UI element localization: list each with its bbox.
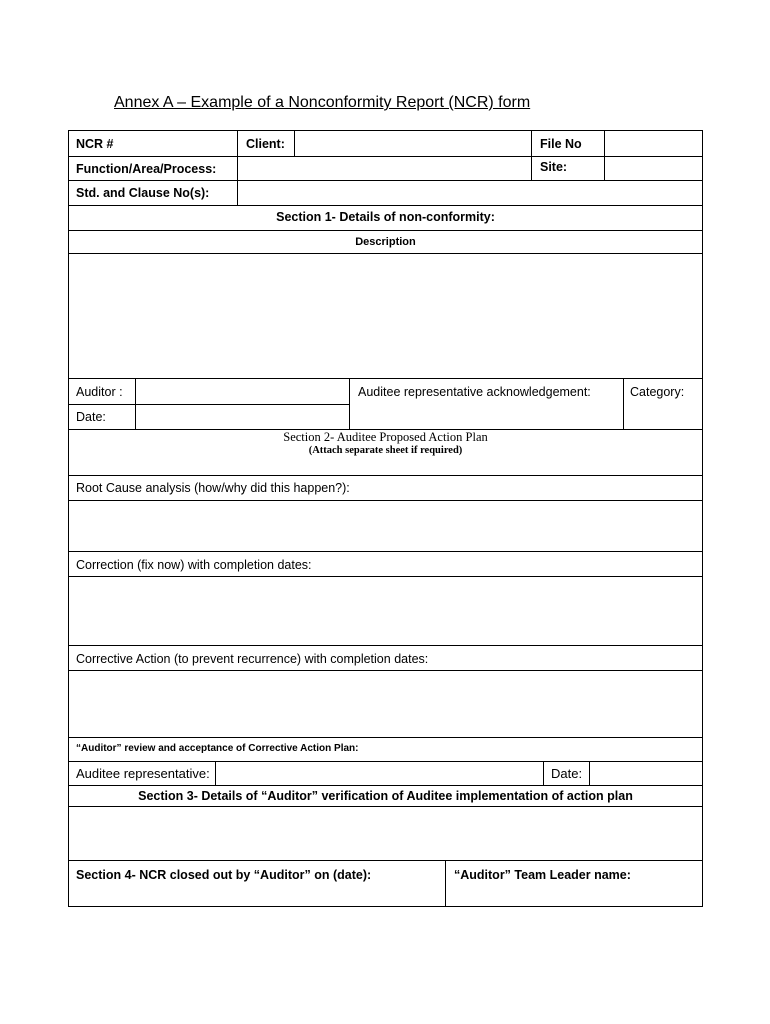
root-cause-field[interactable]	[69, 501, 702, 551]
ncr-closed-label: Section 4- NCR closed out by “Auditor” on (date):	[76, 868, 372, 882]
section2-subtitle: (Attach separate sheet if required)	[308, 445, 463, 456]
section2-title: Section 2- Auditee Proposed Action Plan	[283, 430, 488, 444]
acknowledgement-field[interactable]	[350, 400, 623, 429]
auditor-field[interactable]	[136, 379, 349, 404]
site-label: Site:	[540, 160, 568, 174]
category-field[interactable]	[624, 400, 702, 429]
section3-title: Section 3- Details of “Auditor” verification of Auditee implementation of action plan	[138, 789, 633, 803]
ncr-closed-date-field[interactable]	[69, 884, 445, 906]
function-area-process-label: Function/Area/Process:	[76, 162, 217, 176]
team-leader-field[interactable]	[446, 884, 702, 906]
auditee-date-field[interactable]	[590, 762, 702, 785]
category-label: Category:	[630, 385, 685, 399]
auditee-date-label: Date:	[551, 766, 583, 781]
file-no-label: File No	[540, 137, 582, 151]
function-area-process-field[interactable]	[238, 157, 531, 180]
auditor-label: Auditor :	[76, 385, 123, 399]
auditee-acknowledgement-label: Auditee representative acknowledgement:	[358, 385, 591, 399]
section1-title: Section 1- Details of non-conformity:	[276, 210, 495, 224]
auditor-review-label: “Auditor” review and acceptance of Corrective Action Plan:	[76, 743, 359, 754]
std-clause-field[interactable]	[238, 181, 702, 205]
corrective-action-field[interactable]	[69, 671, 702, 737]
root-cause-label: Root Cause analysis (how/why did this happen?):	[76, 481, 350, 495]
corrective-action-label: Corrective Action (to prevent recurrence) with completion dates:	[76, 652, 429, 666]
verification-field[interactable]	[69, 807, 702, 860]
client-label: Client:	[246, 137, 285, 151]
description-field[interactable]	[69, 254, 702, 378]
form-title: Annex A – Example of a Nonconformity Report (NCR) form	[114, 94, 531, 111]
auditor-date-field[interactable]	[136, 405, 349, 429]
description-label: Description	[355, 236, 416, 248]
ncr-number-label: NCR #	[76, 137, 114, 151]
auditee-representative-label: Auditee representative:	[76, 766, 210, 781]
client-field[interactable]	[295, 131, 531, 156]
auditor-date-label: Date:	[76, 410, 106, 424]
site-field[interactable]	[605, 157, 702, 180]
std-clause-label: Std. and Clause No(s):	[76, 186, 210, 200]
correction-field[interactable]	[69, 577, 702, 645]
auditee-representative-field[interactable]	[216, 762, 543, 785]
correction-label: Correction (fix now) with completion dates:	[76, 558, 312, 572]
team-leader-label: “Auditor” Team Leader name:	[454, 868, 631, 882]
file-no-field[interactable]	[605, 131, 702, 156]
